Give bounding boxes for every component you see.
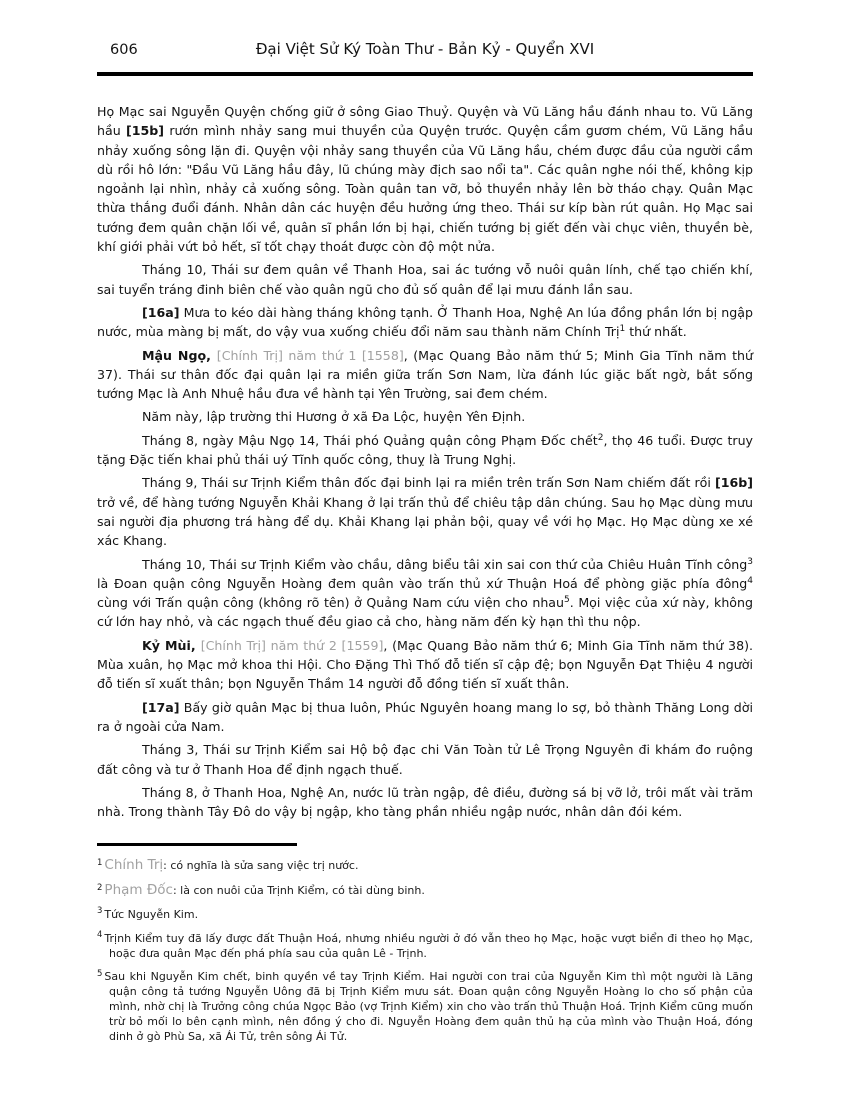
footnote-ref-4: 4: [747, 575, 753, 586]
paragraph: [97, 303, 753, 342]
era-label: [Chính Trị] năm thứ 1 [1558]: [216, 347, 404, 363]
paragraph: [97, 636, 753, 694]
footnote: [97, 908, 753, 923]
page-marker-15b: [15b]: [126, 123, 165, 139]
footnote: [97, 883, 753, 899]
footnote-text: : là con nuôi của Trịnh Kiểm, có tài dùng binh.: [172, 884, 425, 898]
paragraph: [97, 698, 753, 737]
paragraph: [97, 740, 753, 779]
page-marker-16b: [16b]: [714, 475, 753, 491]
paragraph: [97, 102, 753, 256]
footnote-text: Tức Nguyễn Kim.: [104, 907, 199, 921]
paragraph: [97, 555, 753, 632]
paragraph: [97, 473, 753, 550]
text-segment: Tháng 8, ở Thanh Hoa, Nghệ An, nước lũ tràn ngập, đê điều, đường sá bị vỡ lở, trôi mất vài trăm nhà. Trong thành Tây Đô do vậy bị ngập, kho tàng phần nhiều ngập nước, nhân dân đói kém.: [97, 784, 753, 820]
footnote-marker: 5: [97, 968, 103, 979]
body-text: [97, 102, 753, 821]
text-segment: . Mọi việc của xứ này, không cứ lớn hay nhỏ, và các ngạch thuế đều giao cả cho, hàng năm đến kỳ hạn thì thu nộp.: [97, 595, 753, 630]
footnotes: [97, 858, 753, 1044]
page-title: Đại Việt Sử Ký Toàn Thư - Bản Kỷ - Quyển XVI: [255, 40, 595, 58]
footnote-marker: 3: [97, 906, 103, 917]
paragraph: [97, 260, 753, 299]
era-label: [Chính Trị] năm thứ 2 [1559]: [200, 637, 384, 653]
footnote-text: Sau khi Nguyễn Kim chết, binh quyền về tay Trịnh Kiểm. Hai người con trai của Nguyễn Kim thì một người là Lãng quận công tả tướng Nguyễn Uông đã bị Trịnh Kiểm mưu sát. Đoan quận công Nguyễn Hoàng lo cho số phận của mình, nhờ chị là Trưởng công chúa Ngọc Bảo (vợ Trịnh Kiểm) xin cho vào trấn thủ Thuận Hoá. Trịnh Kiểm cũng muốn trừ bỏ mối lo bên cạnh mình, nên đồng ý cho đi. Nguyễn Hoàng đem quân thủ hạ của mình vào Thuận Hoá, đóng dinh ở gò Phù Sa, xã Ái Tử, trên sông Ái Tử.: [104, 970, 753, 1043]
page-number: 606: [110, 42, 138, 58]
paragraph: [97, 431, 753, 470]
footnote-ref-3: 3: [747, 556, 753, 567]
footnote-ref-5: 5: [564, 594, 570, 605]
text-segment: Mưa to kéo dài hàng tháng không tạnh. Ở Thanh Hoa, Nghệ An lúa đồng phần lớn bị ngập nước, mùa màng bị mất, do vậy vua xuống chiếu đổi năm sau thành năm Chính Trị: [97, 304, 753, 340]
paragraph: [97, 346, 753, 404]
footnote-text: : có nghĩa là sửa sang việc trị nước.: [163, 859, 359, 873]
text-segment: Tháng 10, Thái sư đem quân về Thanh Hoa, sai ác tướng vỗ nuôi quân lính, chế tạo chiến khí, sai tuyển tráng đinh biên chế vào quân ngũ cho đủ số quân để lại mưu đánh lần sau.: [97, 262, 753, 297]
text-segment: Tháng 3, Thái sư Trịnh Kiểm sai Hộ bộ đạc chi Văn Toàn tử Lê Trọng Nguyên đi khám đo ruộng đất công và tư ở Thanh Hoa để định ngạch thuế.: [97, 742, 753, 777]
year-heading: Mậu Ngọ,: [142, 347, 217, 363]
text-segment: , thọ 46 tuổi. Được truy tặng Đặc tiến khai phủ thái uý Tĩnh quốc công, thuỵ là Trung Nghị.: [97, 432, 754, 468]
footnote-text: Trịnh Kiểm tuy đã lấy được đất Thuận Hoá, nhưng nhiều người ở đó vẫn theo họ Mạc, hoặc vượt biển đi theo họ Mạc, hoặc đưa quân Mạc đến phá phía sau của quân Lê - Trịnh.: [104, 931, 753, 960]
paragraph: [97, 407, 753, 426]
footnote-marker: 2: [97, 882, 103, 893]
footnote-separator: [97, 843, 297, 846]
text-segment: Năm này, lập trường thi Hương ở xã Đa Lộc, huyện Yên Định.: [142, 409, 526, 425]
footnote-term: Chính Trị: [104, 857, 164, 874]
footnote: [97, 932, 753, 962]
footnote-ref-1: 1: [619, 324, 626, 335]
text-segment: , (Mạc Quang Bảo năm thứ 6; Minh Gia Tĩnh năm thứ 38). Mùa xuân, họ Mạc mở khoa thi Hội. Cho Đặng Thì Thố đỗ tiến sĩ cập đệ; bọn Nguyễn Đạt Thiệu 4 người đỗ tiến sĩ xuất thân; bọn Nguyễn Thầm 14 người đỗ đồng tiến sĩ xuất thân.: [97, 637, 753, 692]
text-segment: rướn mình nhảy sang mui thuyền của Quyện trước. Quyện cầm gươm chém, Vũ Lăng hầu nhảy xuống sông lặn đi. Quyện vội nhảy sang thuyền của Vũ Lăng hầu, chém được đầu của người cầm dù rồi hô lớn: "Đầu Vũ Lăng hầu đây, lũ chúng mày địch sao nổi ta". Các quân nghe nói thế, không kịp ngoảnh lại nhìn, nhảy cả xuống sông. Toàn quân tan vỡ, bỏ thuyền nhảy lên bờ tháo chạy. Quân Mạc thừa thắng đuổi đánh. Nhân dân các huyện đều hưởng ứng theo. Thái sư kíp bàn rút quân. Họ Mạc sai tướng đem quân chặn lối về, quân sĩ phần lớn bị hại, chiến tướng bị giết đến vài chục viên, thuyền bè, khí giới phải vứt bỏ hết, sĩ tốt chạy thoát được còn độ một nửa.: [97, 123, 753, 255]
text-segment: là Đoan quận công Nguyễn Hoàng đem quân vào trấn thủ xứ Thuận Hoá để phòng giặc phía đông: [97, 575, 748, 591]
footnote: [97, 858, 753, 874]
footnote: [97, 970, 753, 1044]
header-rule: [97, 72, 753, 76]
paragraph: [97, 783, 753, 822]
text-segment: thứ nhất.: [625, 324, 687, 340]
text-segment: Tháng 9, Thái sư Trịnh Kiểm thân đốc đại binh lại ra miền trên trấn Sơn Nam chiếm đất rồi: [142, 475, 715, 491]
footnote-term: Phạm Đốc: [104, 882, 173, 899]
page-header: [97, 40, 753, 66]
page-marker-16a: [16a]: [142, 304, 180, 320]
text-segment: Họ Mạc sai Nguyễn Quyện chống giữ ở sông Giao Thuỷ. Quyện và Vũ Lăng hầu đánh nhau to. Vũ Lăng hầu: [97, 104, 753, 139]
text-segment: Tháng 10, Thái sư Trịnh Kiểm vào chầu, dâng biểu tâi xin sai con thứ của Chiêu Huân Tĩnh công: [142, 556, 748, 572]
footnote-marker: 4: [97, 930, 103, 941]
footnote-ref-2: 2: [597, 432, 604, 443]
page-marker-17a: [17a]: [142, 699, 180, 715]
text-segment: , (Mạc Quang Bảo năm thứ 5; Minh Gia Tĩnh năm thứ 37). Thái sư thân đốc đại quân lại ra miền giữa trấn Sơn Nam, lừa đánh lúc giặc bất ngờ, bắt sống tướng Mạc là Anh Nhuệ hầu đưa về hành tại Yên Trường, sai đem chém.: [97, 347, 754, 402]
text-segment: trở về, để hàng tướng Nguyễn Khải Khang ở lại trấn thủ để chiêu tập dân chúng. Sau họ Mạc dùng mưu sai người địa phương trá hàng để dụ. Khải Khang lại phản bội, quay về với họ Mạc. Họ Mạc dùng xe xé xác Khang.: [97, 494, 753, 549]
year-heading: Kỷ Mùi,: [142, 637, 201, 653]
footnote-marker: 1: [97, 857, 103, 868]
text-segment: Bấy giờ quân Mạc bị thua luôn, Phúc Nguyên hoang mang lo sợ, bỏ thành Thăng Long dời ra ở ngoài cửa Nam.: [97, 699, 753, 734]
text-segment: cùng với Trấn quận công (không rõ tên) ở Quảng Nam cứu viện cho nhau: [97, 595, 565, 611]
text-segment: Tháng 8, ngày Mậu Ngọ 14, Thái phó Quảng quận công Phạm Đốc chết: [142, 432, 598, 448]
